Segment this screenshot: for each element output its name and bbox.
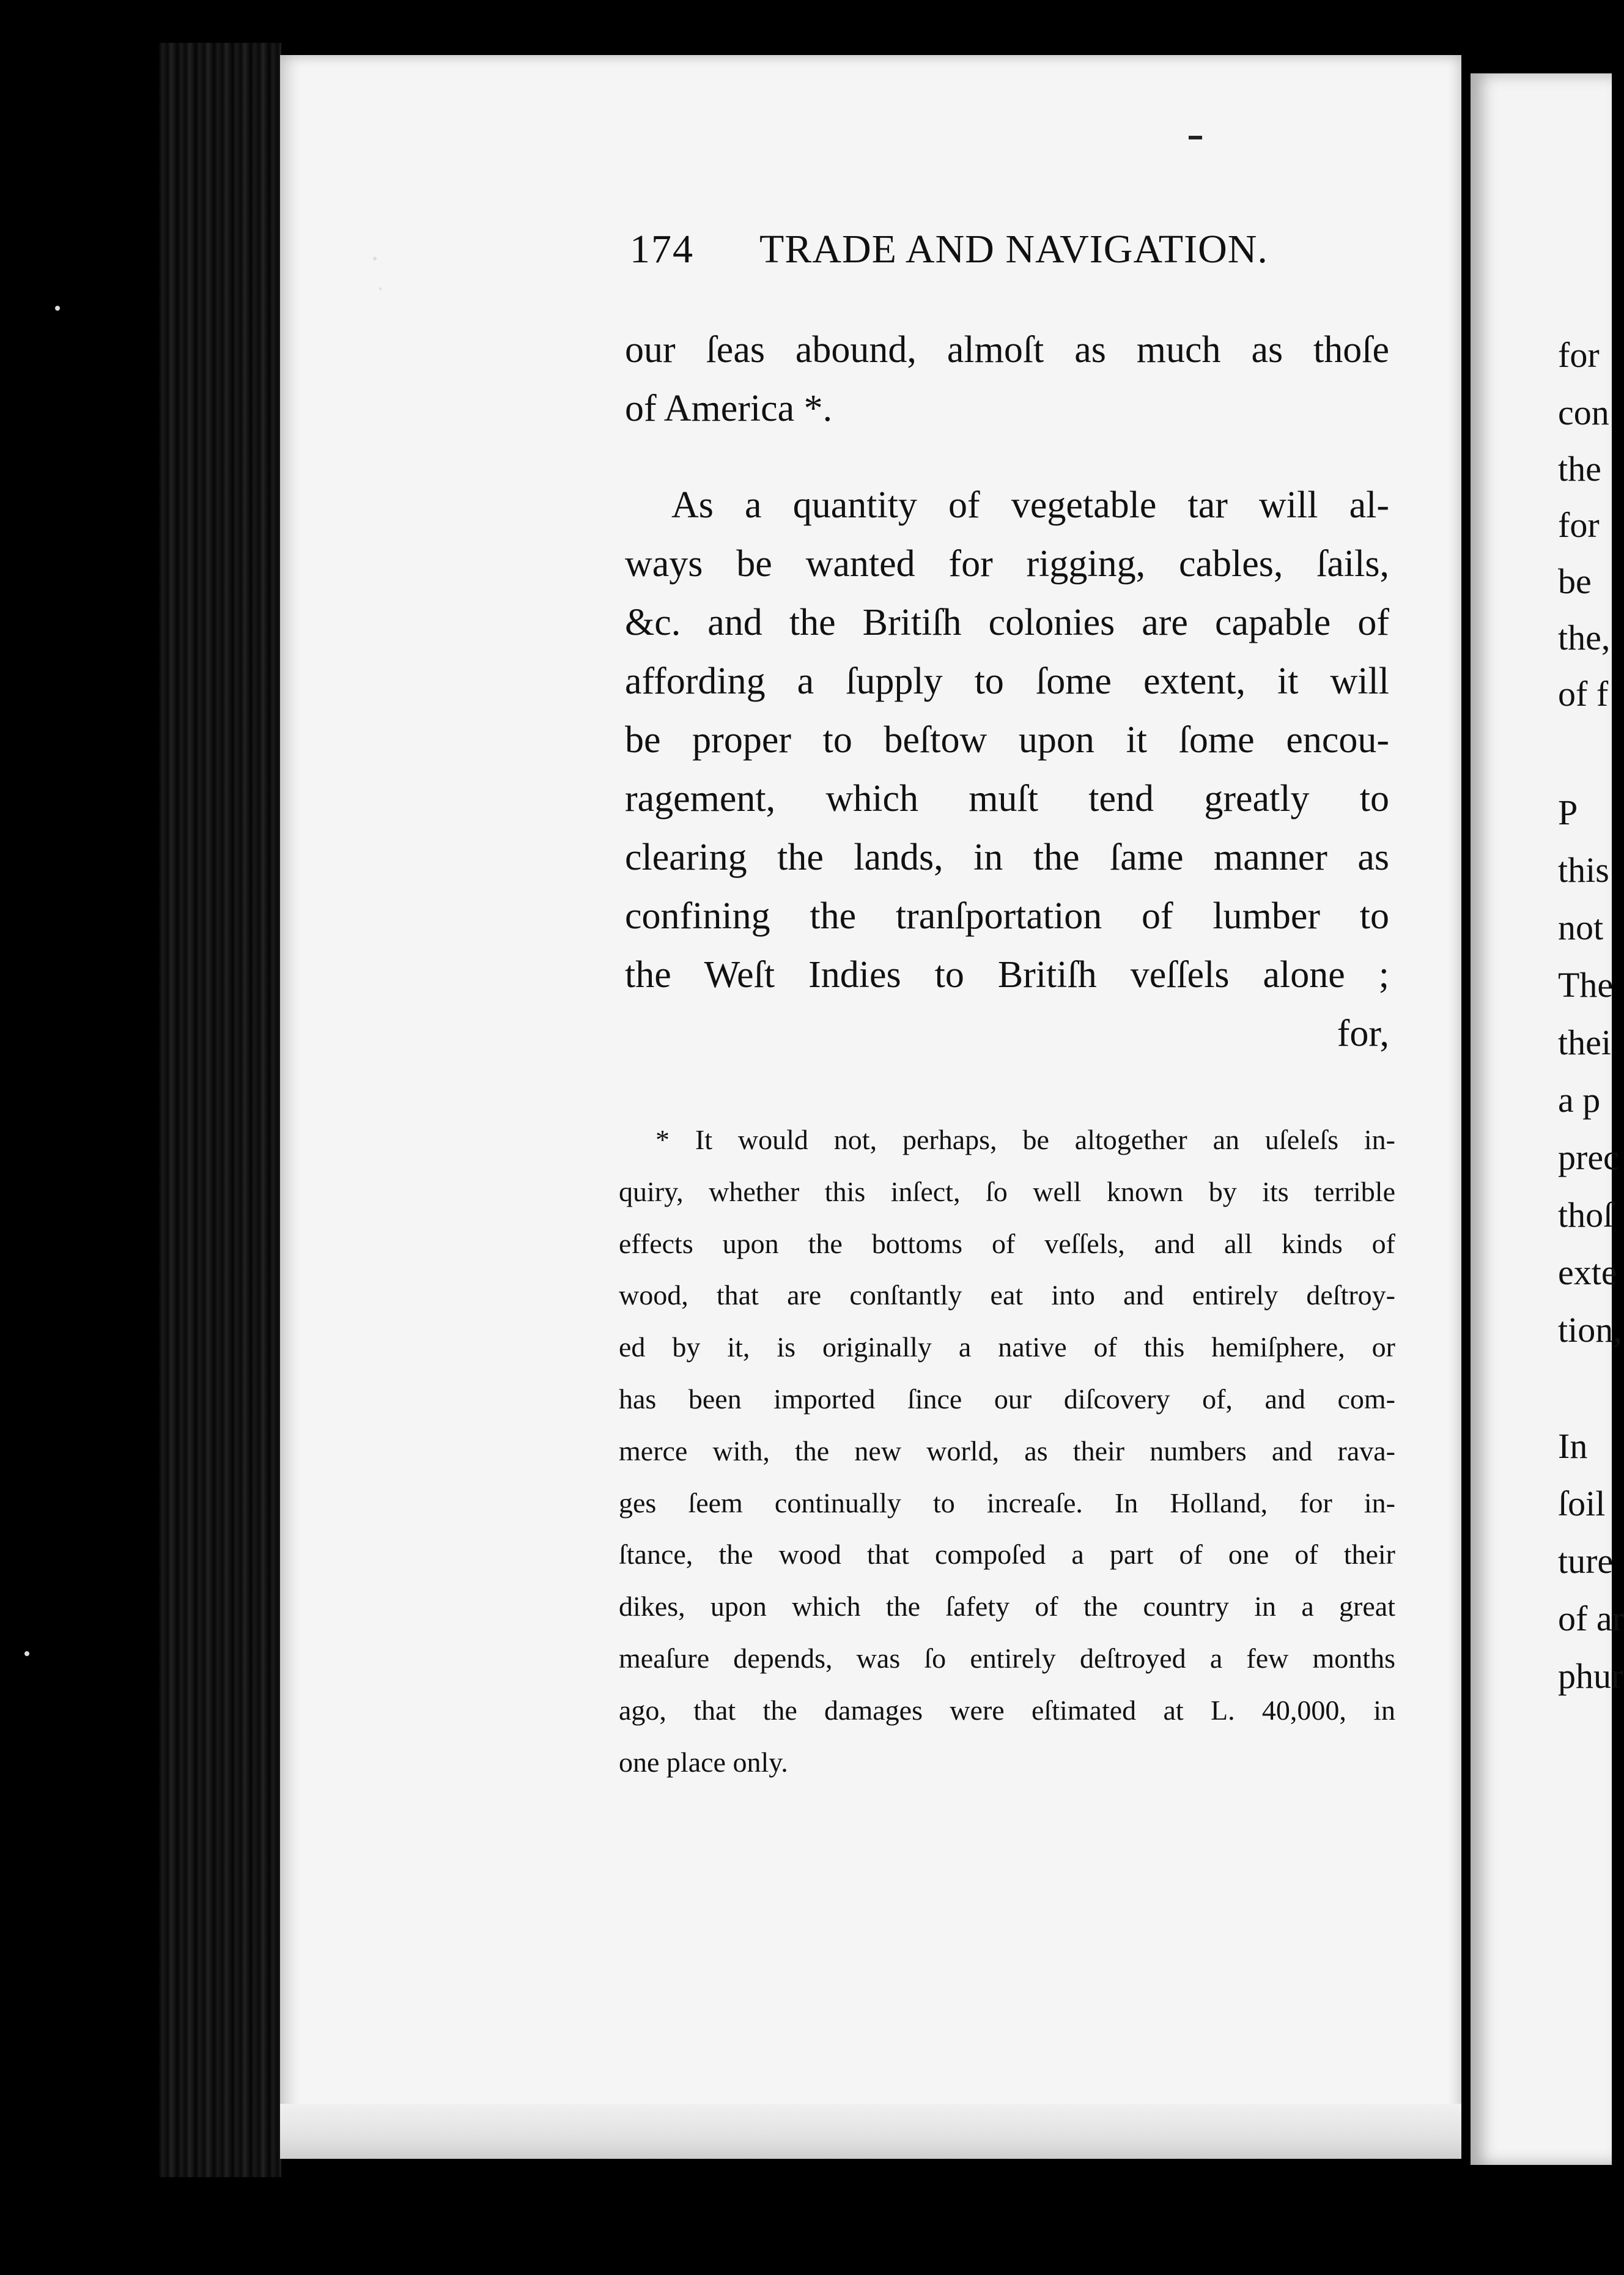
paper-speck: [55, 306, 60, 311]
facing-page-fragment: thei: [1558, 1023, 1611, 1062]
footnote-line: quiry, whether this inſect, ſo well known by its terrible: [619, 1175, 1395, 1207]
facing-page-fragment: for: [1558, 505, 1600, 545]
facing-page-fragment: be: [1558, 561, 1592, 601]
book-spine: [159, 43, 281, 2177]
footnote-line: ges ſeem continually to increaſe. In Holland, for in-: [619, 1487, 1395, 1519]
running-title: TRADE AND NAVIGATION.: [759, 227, 1268, 272]
facing-page-fragment: P: [1558, 793, 1578, 832]
paper-speck: [379, 287, 382, 290]
text-line: be proper to beſtow upon it ſome encou-: [625, 719, 1389, 761]
facing-page-fragment: of ar: [1558, 1599, 1624, 1638]
footnote-line: wood, that are conſtantly eat into and entirely deſtroy-: [619, 1279, 1395, 1311]
text-line: &c. and the Britiſh colonies are capable of: [625, 602, 1389, 643]
facing-page-fragment: In: [1558, 1426, 1588, 1466]
facing-page-fragment: The: [1558, 965, 1614, 1005]
text-line: of America *.: [625, 388, 833, 429]
facing-page-fragment: tion,: [1558, 1310, 1622, 1350]
facing-page-fragment: exte: [1558, 1252, 1617, 1292]
paragraph-gap: [625, 438, 1389, 476]
footnote-line: has been imported ſince our diſcovery of, and com-: [619, 1383, 1395, 1415]
footnote-line: * It would not, perhaps, be altogether an uſeleſs in-: [655, 1124, 1395, 1155]
facing-page-fragment: for: [1558, 335, 1600, 375]
paper-speck: [373, 257, 377, 261]
facing-page-fragment: thoſ: [1558, 1195, 1614, 1235]
text-line: ragement, which muſt tend greatly to: [625, 778, 1389, 819]
text-line: our ſeas abound, almoſt as much as thoſe: [625, 329, 1389, 371]
text-line: As a quantity of vegetable tar will al-: [671, 484, 1389, 526]
text-line: confining the tranſportation of lumber to: [625, 895, 1389, 937]
footnote: [619, 1114, 1395, 1788]
facing-page-fragment: prec: [1558, 1138, 1619, 1177]
footnote-line: ed by it, is originally a native of this hemiſphere, or: [619, 1331, 1395, 1363]
body-text: [625, 320, 1389, 1063]
facing-page-fragment: this: [1558, 850, 1609, 890]
footnote-line: dikes, upon which the ſafety of the country in a great: [619, 1591, 1395, 1622]
text-line: the Weſt Indies to Britiſh veſſels alone ;: [625, 954, 1389, 996]
facing-page-fragment: not: [1558, 908, 1604, 947]
catchword: for,: [1337, 1013, 1389, 1054]
text-line: ways be wanted for rigging, cables, ſails,: [625, 543, 1389, 585]
facing-page-fragment: of f: [1558, 674, 1609, 714]
page-bottom-edge: [280, 2104, 1461, 2159]
footnote-line: effects upon the bottoms of veſſels, and all kinds of: [619, 1227, 1395, 1259]
page-number: 174: [630, 227, 694, 272]
facing-page-fragment: a p: [1558, 1080, 1601, 1120]
facing-page-fragment: ture: [1558, 1541, 1614, 1581]
facing-page-fragment: phur: [1558, 1656, 1623, 1696]
footnote-line: ago, that the damages were eſtimated at L. 40,000, in: [619, 1694, 1395, 1726]
footnote-line: meaſure depends, was ſo entirely deſtroyed a few months: [619, 1642, 1395, 1674]
facing-page-fragment: the,: [1558, 618, 1611, 657]
footnote-line: ſtance, the wood that compoſed a part of one of their: [619, 1539, 1395, 1570]
footnote-line: one place only.: [619, 1746, 788, 1778]
footnote-line: merce with, the new world, as their numbers and rava-: [619, 1435, 1395, 1467]
running-head: [630, 226, 1339, 281]
ink-mark: [1189, 136, 1202, 139]
text-line: affording a ſupply to ſome extent, it will: [625, 660, 1389, 702]
text-line: clearing the lands, in the ſame manner as: [625, 837, 1389, 878]
facing-page-fragment: ſoil: [1558, 1484, 1606, 1523]
facing-page-fragment: the: [1558, 449, 1601, 489]
facing-page-fragment: con: [1558, 393, 1609, 432]
paper-speck: [24, 1651, 29, 1656]
